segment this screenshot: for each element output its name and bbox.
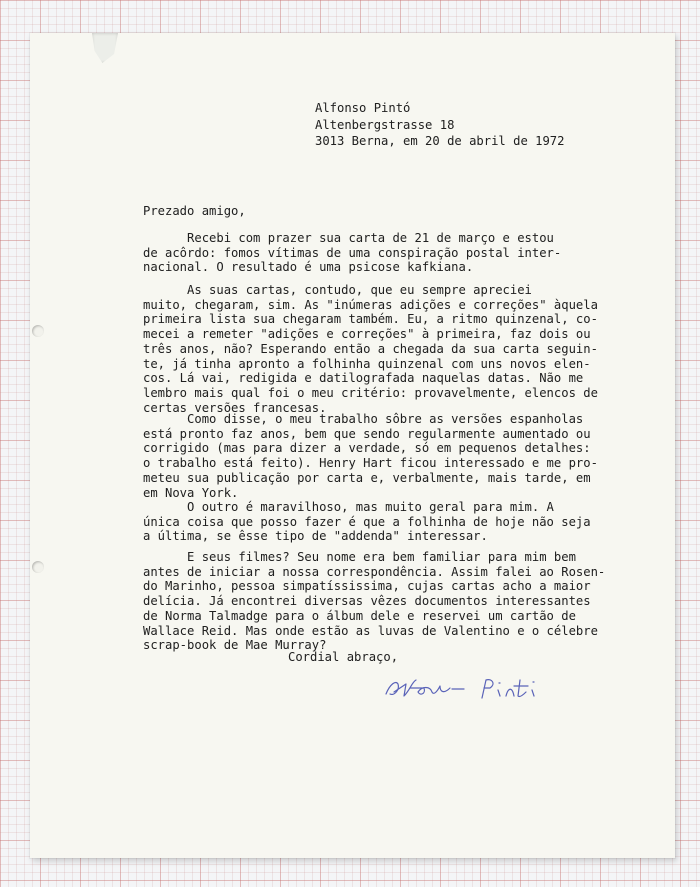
paragraph-5: E seus filmes? Seu nome era bem familiar para mim bem antes de iniciar a nossa correspondência. Assim falei ao Rosen- do Marinho, pessoa simpatíssissima, cujas cartas acho a maior delícia. Já encontrei diversas vêzes documentos interessantes de Norma Talmadge para o álbum dele e reservei um cartão de Wallace Reid. Mas onde estão as luvas de Valentino e o célebre scrap-book de Mae Murray?: [143, 550, 606, 653]
closing: Cordial abraço,: [288, 650, 399, 664]
punch-hole: [32, 325, 44, 337]
torn-corner: [92, 33, 118, 63]
paragraph-2: As suas cartas, contudo, que eu sempre apreciei muito, chegaram, sim. As "inúmeras adições e correções" àquela primeira lista sua chegaram também. Eu, a ritmo quinzenal, co- mecei a remeter "adições e correções" à primeira, faz dois ou três anos, não? Esperando então a chegada da sua carta seguin- te, já tinha apronto a folhinha quinzenal com uns novos elen- cos. Lá vai, redigida e datilografada naquelas datas. Não me lembro mais qual foi o meu critério: provavelmente, elencos de certas versões francesas.: [143, 283, 598, 415]
sender-street: Altenbergstrasse 18: [315, 117, 455, 132]
greeting: Prezado amigo,: [143, 204, 246, 218]
punch-hole: [32, 561, 44, 573]
letter-sheet: [30, 33, 675, 858]
sender-block: [315, 100, 564, 150]
paragraph-4: O outro é maravilhoso, mas muito geral para mim. A única coisa que posso fazer é que a folhinha de hoje não seja a última, se êsse tipo de "addenda" interessar.: [143, 500, 591, 544]
paragraph-1: Recebi com prazer sua carta de 21 de março e estou de acôrdo: fomos vítimas de uma conspiração postal inter- nacional. O resultado é uma psicose kafkiana.: [143, 231, 562, 275]
handwritten-signature: [380, 670, 560, 704]
sender-name: Alfonso Pintó: [315, 101, 411, 115]
paragraph-3: Como disse, o meu trabalho sôbre as versões espanholas está pronto faz anos, bem que sendo regularmente aumentado ou corrigido (mas para dizer a verdade, só em pequenos detalhes: o trabalho está feito). Henry Hart ficou interessado e me pro- meteu sua publicação por carta e, verbalmente, mais tarde, em em Nova York.: [143, 412, 598, 500]
sender-place-date: 3013 Berna, em 20 de abril de 1972: [315, 134, 565, 148]
